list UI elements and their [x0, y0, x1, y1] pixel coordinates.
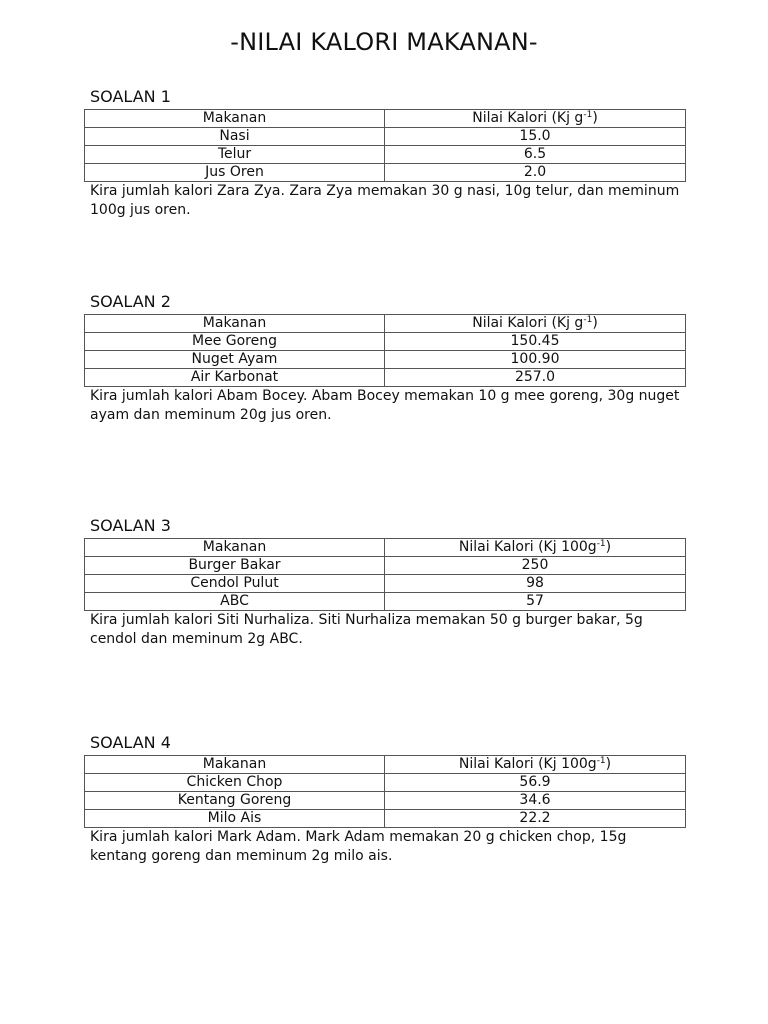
table-row — [85, 128, 686, 146]
calorie-cell: 57 — [385, 593, 686, 611]
column-header-food: Makanan — [85, 315, 385, 333]
table-row — [85, 557, 686, 575]
question-heading: SOALAN 1 — [90, 87, 171, 106]
calorie-table — [84, 109, 686, 182]
table-header-row — [85, 315, 686, 333]
question-heading: SOALAN 2 — [90, 292, 171, 311]
calorie-table — [84, 314, 686, 387]
column-header-calorie-text: Nilai Kalori (Kj 100g — [458, 756, 597, 772]
question-2 — [84, 292, 686, 425]
column-header-calorie-text: Nilai Kalori (Kj g — [472, 110, 584, 126]
column-header-calorie — [385, 539, 686, 557]
question-text: Kira jumlah kalori Abam Bocey. Abam Bocey memakan 10 g mee goreng, 30g nuget ayam dan meminum 20g jus oren. — [90, 388, 680, 423]
calorie-cell: 150.45 — [385, 333, 686, 351]
food-cell: Jus Oren — [85, 164, 385, 182]
question-4 — [84, 733, 686, 866]
column-header-calorie-end: ) — [605, 539, 612, 555]
question-text: Kira jumlah kalori Siti Nurhaliza. Siti Nurhaliza memakan 50 g burger bakar, 5g cendol dan meminum 2g ABC. — [90, 612, 643, 647]
table-row — [85, 333, 686, 351]
table-row — [85, 593, 686, 611]
table-row — [85, 369, 686, 387]
column-header-calorie — [385, 315, 686, 333]
question-heading: SOALAN 4 — [90, 733, 171, 752]
calorie-cell: 2.0 — [385, 164, 686, 182]
unit-exponent: -1 — [583, 110, 593, 120]
table-row — [85, 146, 686, 164]
calorie-cell: 250 — [385, 557, 686, 575]
food-cell: Burger Bakar — [85, 557, 385, 575]
table-row — [85, 351, 686, 369]
calorie-cell: 6.5 — [385, 146, 686, 164]
calorie-cell: 257.0 — [385, 369, 686, 387]
question-1 — [84, 87, 686, 220]
table-header-row — [85, 756, 686, 774]
table-header-row — [85, 110, 686, 128]
food-cell: Cendol Pulut — [85, 575, 385, 593]
page-title: -NILAI KALORI MAKANAN- — [230, 28, 538, 56]
calorie-cell: 100.90 — [385, 351, 686, 369]
food-cell: Telur — [85, 146, 385, 164]
food-cell: Chicken Chop — [85, 774, 385, 792]
question-heading: SOALAN 3 — [90, 516, 171, 535]
column-header-calorie-end: ) — [592, 110, 598, 126]
question-3 — [84, 516, 686, 649]
calorie-table — [84, 755, 686, 828]
column-header-food: Makanan — [85, 110, 385, 128]
food-cell: Air Karbonat — [85, 369, 385, 387]
table-row — [85, 164, 686, 182]
table-header-row — [85, 539, 686, 557]
column-header-calorie-text: Nilai Kalori (Kj 100g — [458, 539, 597, 555]
table-row — [85, 792, 686, 810]
table-row — [85, 774, 686, 792]
food-cell: Nasi — [85, 128, 385, 146]
unit-exponent: -1 — [596, 756, 606, 766]
table-row — [85, 575, 686, 593]
calorie-cell: 98 — [385, 575, 686, 593]
column-header-food: Makanan — [85, 756, 385, 774]
food-cell: Kentang Goreng — [85, 792, 385, 810]
question-text: Kira jumlah kalori Zara Zya. Zara Zya memakan 30 g nasi, 10g telur, dan meminum 100g jus oren. — [90, 183, 680, 218]
column-header-food: Makanan — [85, 539, 385, 557]
food-cell: ABC — [85, 593, 385, 611]
column-header-calorie-end: ) — [592, 315, 598, 331]
calorie-cell: 34.6 — [385, 792, 686, 810]
food-cell: Nuget Ayam — [85, 351, 385, 369]
calorie-table — [84, 538, 686, 611]
question-text: Kira jumlah kalori Mark Adam. Mark Adam memakan 20 g chicken chop, 15g kentang goreng dan meminum 2g milo ais. — [90, 829, 627, 864]
food-cell: Mee Goreng — [85, 333, 385, 351]
column-header-calorie-text: Nilai Kalori (Kj g — [472, 315, 584, 331]
calorie-cell: 22.2 — [385, 810, 686, 828]
column-header-calorie-end: ) — [605, 756, 612, 772]
column-header-calorie — [385, 756, 686, 774]
calorie-cell: 15.0 — [385, 128, 686, 146]
unit-exponent: -1 — [583, 315, 593, 325]
food-cell: Milo Ais — [85, 810, 385, 828]
column-header-calorie — [385, 110, 686, 128]
calorie-cell: 56.9 — [385, 774, 686, 792]
table-row — [85, 810, 686, 828]
unit-exponent: -1 — [596, 539, 606, 549]
